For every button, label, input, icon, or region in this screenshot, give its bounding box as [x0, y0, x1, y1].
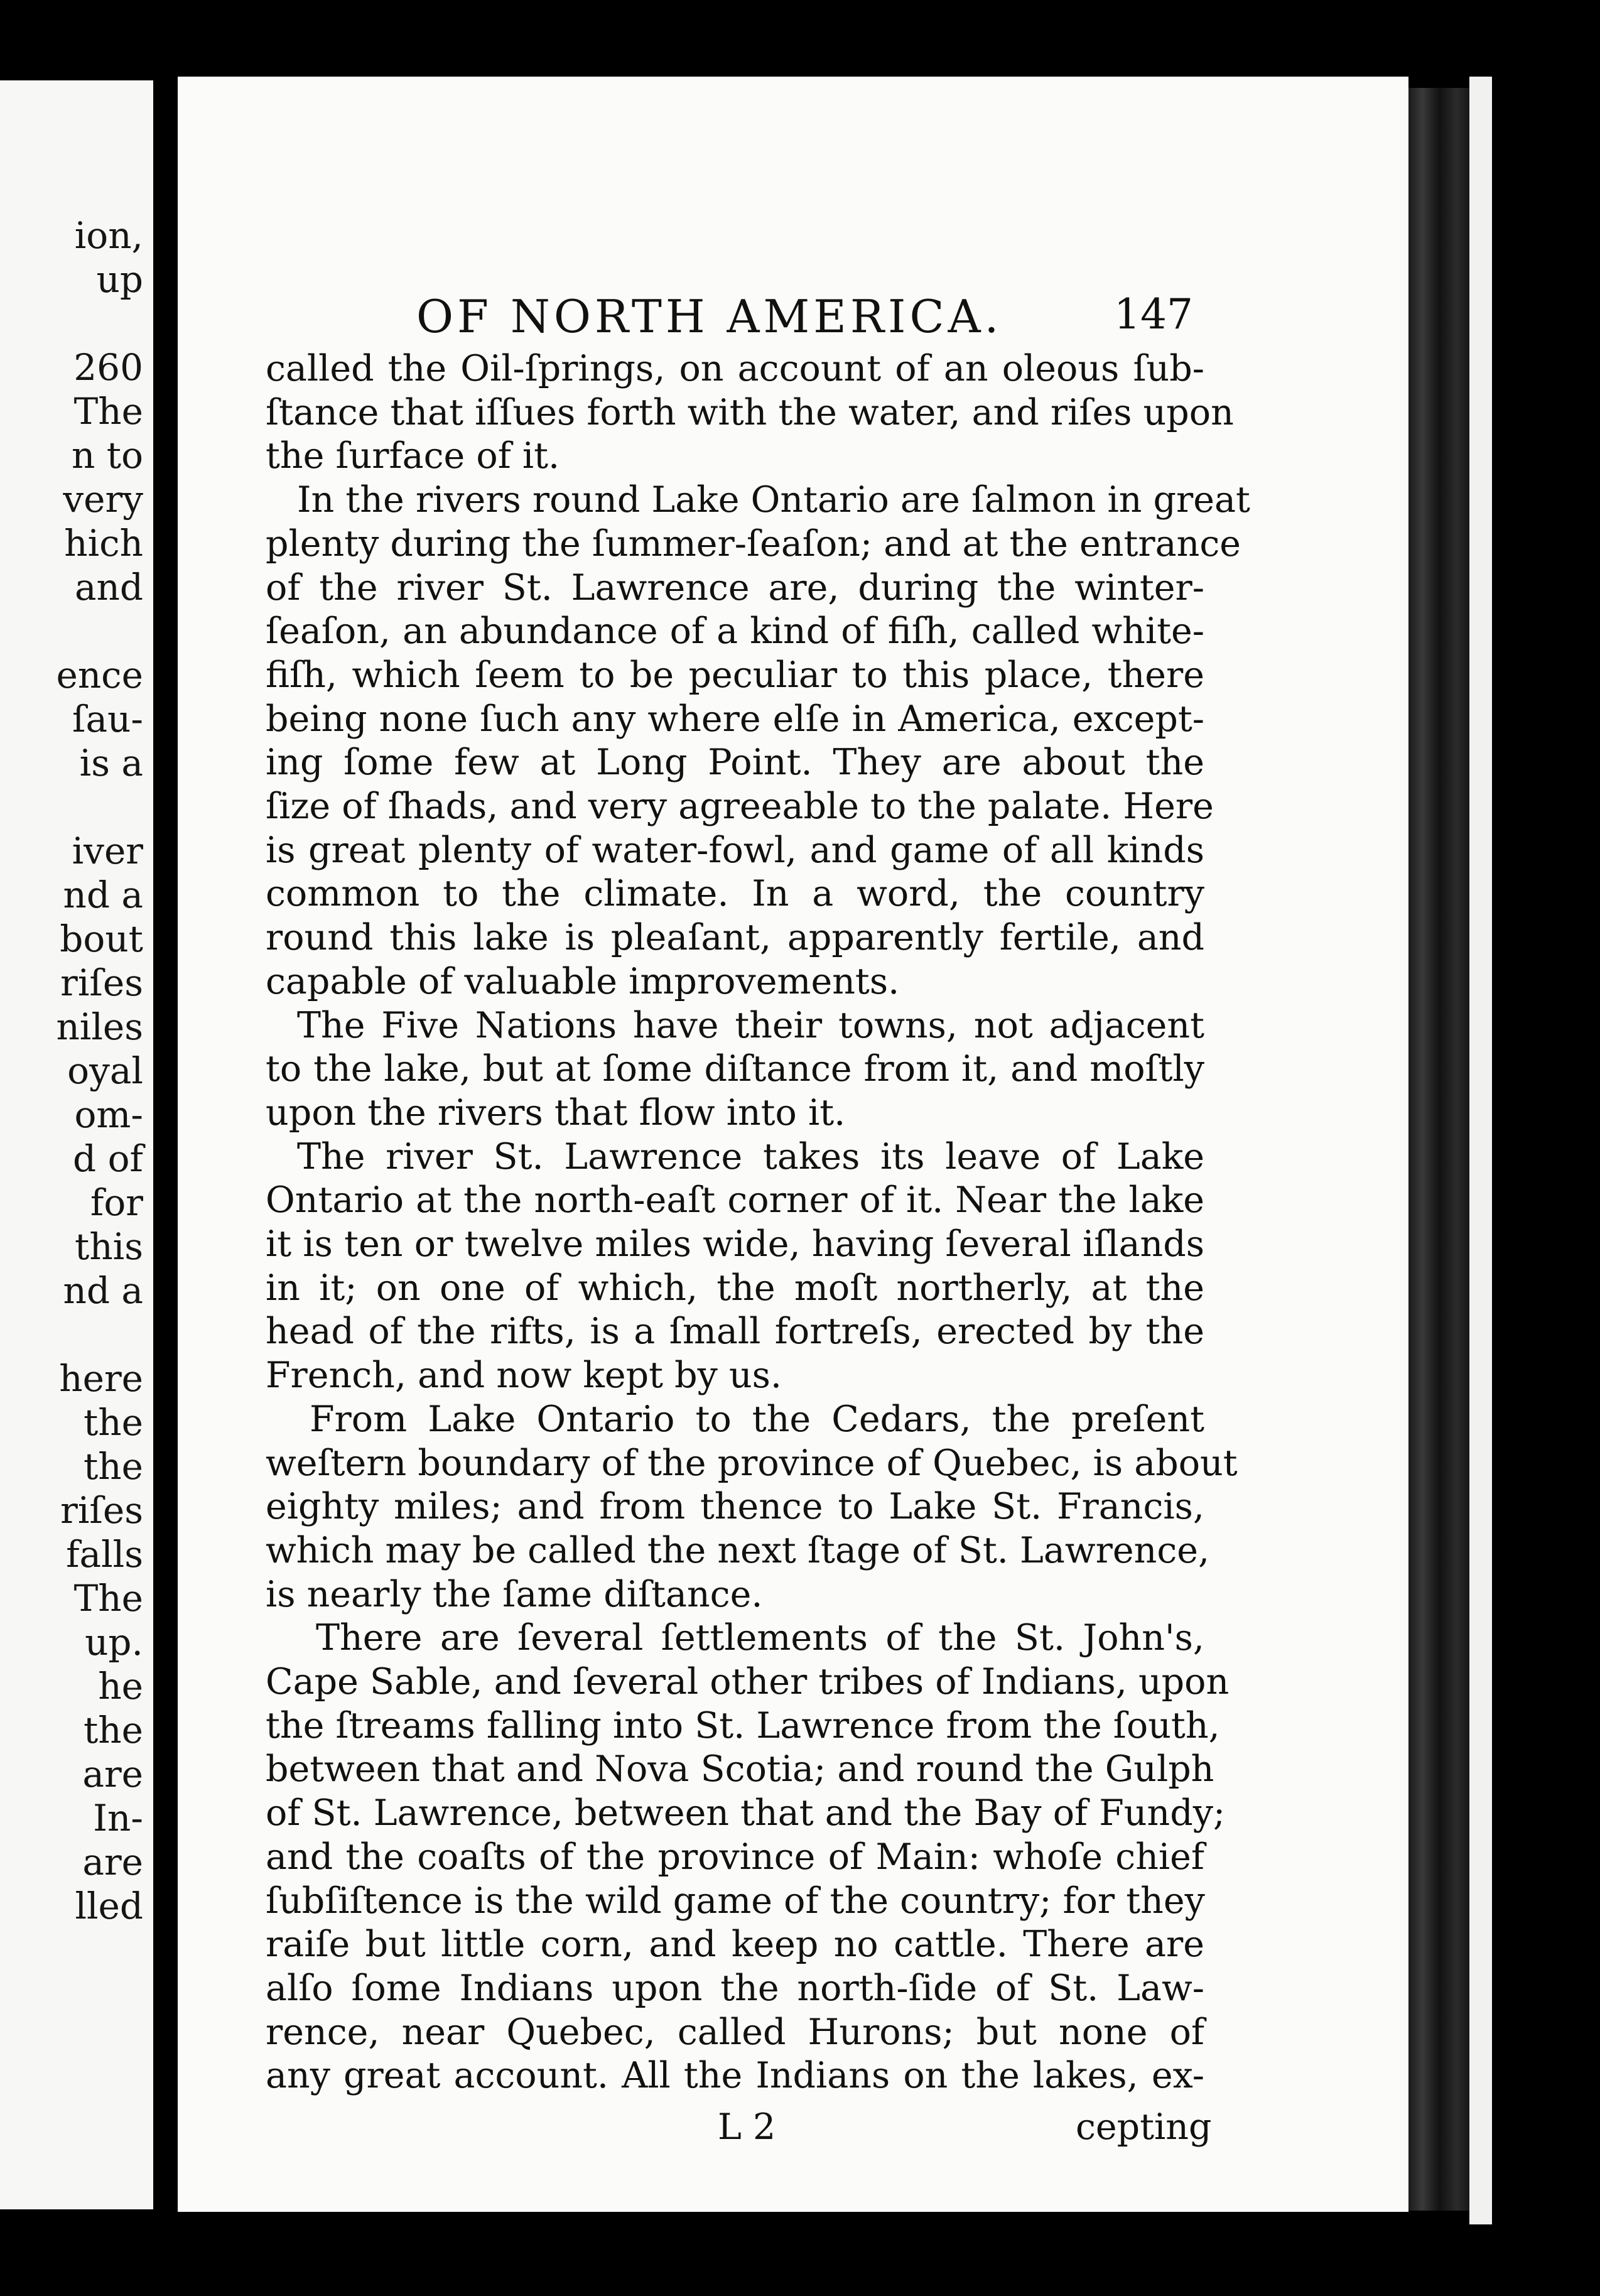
text-line: In the rivers round Lake Ontario are ſalmon in great — [297, 479, 1250, 521]
prev-page-line-fragment: d of — [73, 1137, 143, 1180]
prev-page-line-fragment: the — [84, 1709, 143, 1752]
prev-page-line-fragment: he — [98, 1665, 143, 1708]
page-edge-shadow — [1408, 88, 1478, 2211]
text-line: called the Oil-ſprings, on account of an oleous ſub- — [266, 348, 1204, 389]
text-line: to the lake, but at ſome diſtance from it, and moſtly — [266, 1048, 1204, 1090]
text-line: any great account. All the Indians on the lakes, ex- — [266, 2055, 1204, 2097]
prev-page-line-fragment: up — [96, 258, 143, 301]
text-line: ſize of ſhads, and very agreeable to the palate. Here — [266, 786, 1214, 827]
prev-page-line-fragment: for — [90, 1181, 143, 1224]
page-edge-strip — [1469, 77, 1492, 2224]
text-line: French, and now kept by us. — [266, 1355, 782, 1397]
prev-page-line-fragment: om- — [74, 1093, 143, 1136]
text-line: in it; on one of which, the moſt northerly, at the — [266, 1267, 1204, 1309]
prev-page-line-fragment: hich — [64, 522, 143, 565]
text-line: which may be called the next ſtage of St. Lawrence, — [266, 1529, 1210, 1571]
prev-page-line-fragment: and — [74, 566, 143, 609]
previous-page-fragment — [0, 80, 153, 2209]
text-line: The river St. Lawrence takes its leave of Lake — [297, 1135, 1204, 1178]
text-line: ſubſiſtence is the wild game of the country; for they — [266, 1880, 1205, 1922]
text-line: and the coaſts of the province of Main: whoſe chief — [266, 1836, 1204, 1878]
prev-page-line-fragment: the — [84, 1401, 143, 1444]
text-line: alſo ſome Indians upon the north-ſide of St. Law- — [266, 1967, 1204, 2009]
text-line: is nearly the ſame diſtance. — [266, 1573, 763, 1615]
prev-page-line-fragment: The — [73, 1577, 143, 1620]
text-line: From Lake Ontario to the Cedars, the preſent — [310, 1398, 1204, 1440]
prev-page-line-fragment: nd a — [63, 874, 143, 916]
signature-mark: L 2 — [718, 2106, 776, 2148]
prev-page-line-fragment: riſes — [60, 961, 143, 1004]
text-line: The Five Nations have their towns, not adjacent — [297, 1004, 1204, 1046]
prev-page-line-fragment: 260 — [73, 346, 143, 389]
catchword: cepting — [1076, 2106, 1212, 2148]
text-line: common to the climate. In a word, the country — [266, 873, 1204, 915]
prev-page-line-fragment: ſau- — [72, 698, 143, 740]
text-line: the ſtreams falling into St. Lawrence from the ſouth, — [266, 1704, 1220, 1746]
prev-page-line-fragment: riſes — [60, 1489, 143, 1532]
book-page — [178, 77, 1408, 2212]
text-line: ſeaſon, an abundance of a kind of fiſh, called white- — [266, 610, 1204, 653]
prev-page-line-fragment: iver — [72, 830, 143, 872]
text-line: upon the rivers that flow into it. — [266, 1091, 846, 1134]
prev-page-line-fragment: ence — [56, 654, 143, 696]
text-line: capable of valuable improvements. — [266, 960, 900, 1002]
prev-page-line-fragment: are — [82, 1753, 143, 1795]
text-line: head of the rifts, is a ſmall fortreſs, erected by the — [266, 1311, 1204, 1353]
text-line: it is ten or twelve miles wide, having ſeveral iſlands — [266, 1223, 1204, 1265]
prev-page-line-fragment: this — [75, 1225, 143, 1268]
page-number: 147 — [1114, 290, 1193, 338]
prev-page-line-fragment: bout — [60, 918, 143, 960]
prev-page-line-fragment: nd a — [63, 1269, 143, 1312]
running-title: OF NORTH AMERICA. — [416, 290, 1003, 343]
text-line: ſtance that iſſues forth with the water, and riſes upon — [266, 391, 1234, 433]
text-line: the ſurface of it. — [266, 435, 560, 477]
prev-page-line-fragment: The — [73, 390, 143, 433]
prev-page-line-fragment: oyal — [67, 1049, 143, 1092]
text-line: There are ſeveral ſettlements of the St. John's, — [316, 1617, 1204, 1659]
text-line: is great plenty of water-fowl, and game of all kinds — [266, 829, 1204, 871]
prev-page-line-fragment: n to — [71, 434, 143, 477]
text-line: ing ſome few at Long Point. They are about the — [266, 742, 1204, 784]
text-line: weſtern boundary of the province of Quebec, is about — [266, 1442, 1238, 1484]
prev-page-line-fragment: the — [84, 1445, 143, 1488]
prev-page-line-fragment: niles — [56, 1005, 143, 1048]
prev-page-line-fragment: up. — [85, 1621, 143, 1664]
text-line: rence, near Quebec, called Hurons; but none of — [266, 2011, 1204, 2053]
text-line: Ontario at the north-eaſt corner of it. Near the lake — [266, 1179, 1204, 1221]
prev-page-line-fragment: falls — [66, 1533, 143, 1576]
text-line: of the river St. Lawrence are, during the winter- — [266, 566, 1204, 609]
prev-page-line-fragment: lled — [75, 1885, 143, 1927]
text-line: plenty during the ſummer-ſeaſon; and at the entrance — [266, 523, 1241, 565]
prev-page-line-fragment: are — [82, 1841, 143, 1883]
prev-page-line-fragment: In- — [93, 1797, 143, 1839]
text-line: Cape Sable, and ſeveral other tribes of Indians, upon — [266, 1661, 1230, 1703]
text-line: being none ſuch any where elſe in America, except- — [266, 698, 1204, 740]
prev-page-line-fragment: very — [63, 478, 143, 521]
text-line: round this lake is pleaſant, apparently fertile, and — [266, 917, 1204, 959]
prev-page-line-fragment: here — [59, 1357, 143, 1400]
text-line: raiſe but little corn, and keep no cattle. There are — [266, 1924, 1204, 1966]
text-line: of St. Lawrence, between that and the Bay of Fundy; — [266, 1792, 1226, 1834]
text-line: fiſh, which ſeem to be peculiar to this place, there — [266, 654, 1204, 696]
prev-page-line-fragment: ion, — [74, 214, 143, 257]
text-line: eighty miles; and from thence to Lake St. Francis, — [266, 1486, 1204, 1528]
page-header — [178, 290, 1408, 347]
text-line: between that and Nova Scotia; and round the Gulph — [266, 1748, 1214, 1790]
prev-page-line-fragment: is a — [79, 742, 143, 784]
